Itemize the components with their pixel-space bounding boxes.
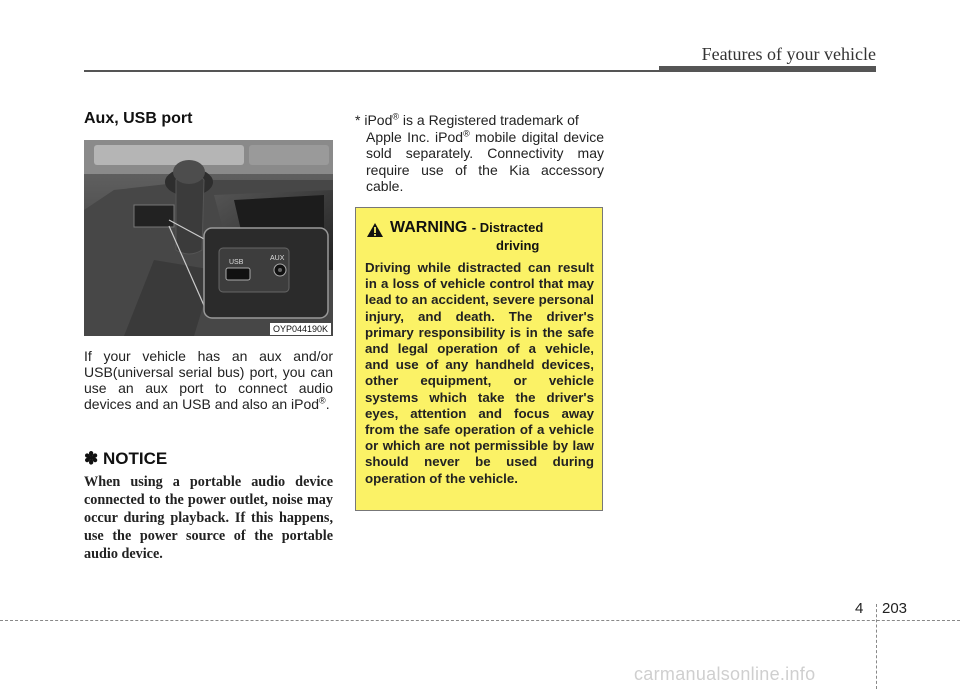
trademark-part2: is a Registered trademark of: [399, 112, 579, 128]
figure-code: OYP044190K: [270, 323, 331, 335]
footer-rule: [0, 620, 960, 621]
watermark: carmanualsonline.info: [634, 664, 816, 684]
page-number: 203: [882, 600, 908, 617]
usb-label: USB: [229, 259, 244, 266]
body-paragraph: [84, 348, 333, 412]
trademark-indent: [355, 129, 604, 195]
warning-subtitle: - Distracted: [471, 220, 544, 235]
notice-title: ✽ NOTICE: [84, 449, 168, 468]
header-rule: [84, 70, 659, 72]
registered-mark: ®: [463, 127, 470, 138]
body-text-main: If your vehicle has an aux and/or USB(universal serial bus) port, you can use an aux port to connect audio devices and an USB and also an iPod: [84, 348, 333, 412]
aux-usb-figure: [84, 140, 333, 336]
trademark-note: [355, 112, 604, 195]
header-rule-accent: [659, 66, 876, 72]
trademark-part1: * iPod: [355, 112, 393, 128]
warning-label: WARNING: [390, 219, 468, 236]
registered-mark: ®: [392, 111, 399, 122]
chapter-number: 4: [855, 600, 864, 617]
notice-text: When using a portable audio device connected to the power outlet, noise may occur during playback. If this happens, use the power source of the portable audio device.: [84, 474, 333, 562]
warning-subtitle-2: driving: [496, 238, 540, 253]
aux-label: AUX: [270, 255, 285, 262]
trademark-part4: mobile digital device sold separately. Connectivity may require use of the Kia accessory cable.: [366, 128, 604, 194]
body-text-end: .: [325, 396, 330, 412]
warning-text: Driving while distracted can result in a loss of vehicle control that may lead to an accident, severe personal injury, and death. The driver's primary responsibility is in the safe and legal operation of a vehicle, and use of any handheld devices, other equipment, or vehicle systems which take the driver's eyes, attention and focus away from the safe operation of a vehicle or which are not permissible by law should never be used during operation of the vehicle.: [365, 260, 594, 486]
header-title: Features of your vehicle: [701, 44, 876, 64]
console-illustration: [84, 140, 333, 336]
warning-box: [355, 207, 603, 511]
registered-mark: ®: [319, 395, 326, 406]
section-title: Aux, USB port: [84, 110, 193, 127]
warning-triangle-icon: [366, 222, 384, 238]
trademark-part3: Apple Inc. iPod: [366, 128, 464, 145]
warning-heading: [390, 219, 543, 237]
footer-divider: [876, 604, 877, 689]
